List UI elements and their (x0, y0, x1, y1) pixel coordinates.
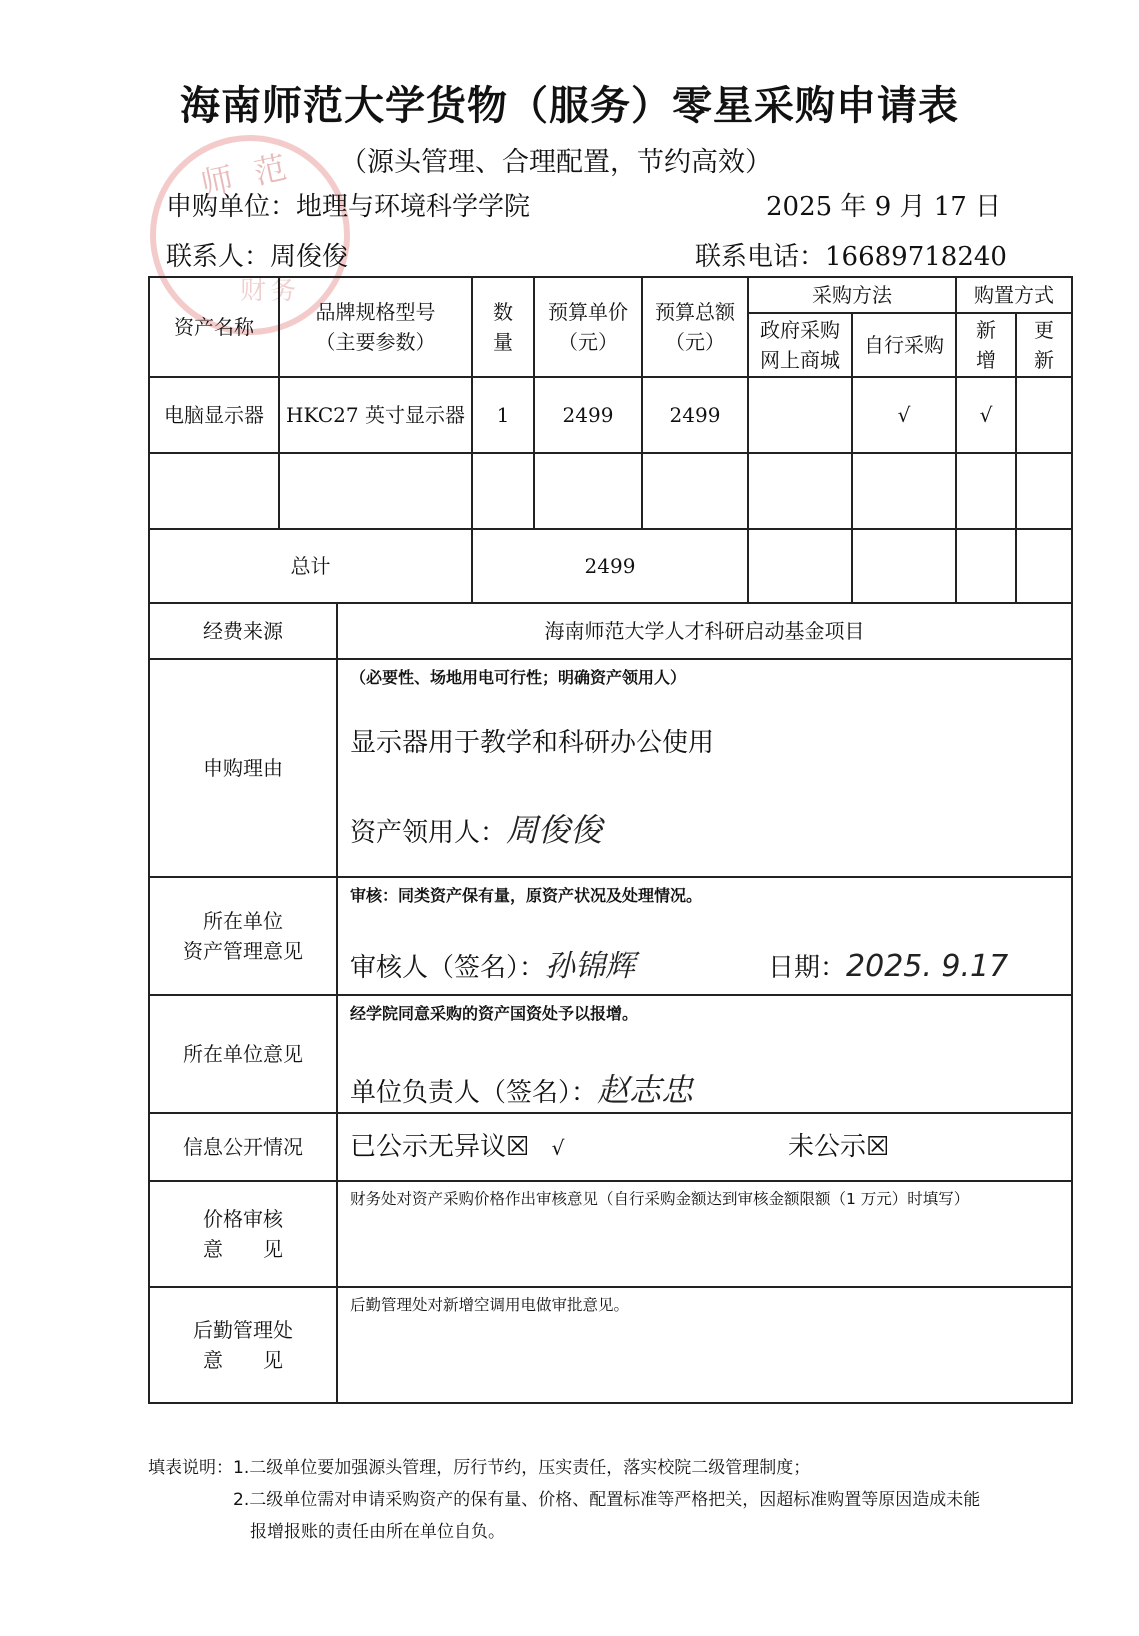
funding-value: 海南师范大学人才科研启动基金项目 (337, 603, 1072, 659)
logistics-label (149, 1287, 337, 1403)
cell-brand-model: HKC27 英寸显示器 (279, 377, 472, 453)
phone-line (695, 236, 1007, 273)
total-value: 2499 (472, 529, 748, 603)
purchase-table (148, 276, 1073, 1404)
recipient-label: 资产领用人： (350, 818, 507, 848)
head-label: 单位负责人（签名）： (350, 1078, 598, 1108)
reason-cell (337, 659, 1072, 877)
review-date-line (768, 944, 1008, 989)
stamp-text-bottom: 财务 (240, 276, 301, 306)
reviewer-label: 审核人（签名）： (350, 953, 546, 983)
price-review-label-2: 意 见 (203, 1237, 283, 1261)
disclosure-published (350, 1128, 564, 1167)
stamp-text-top: 师 范 (197, 146, 296, 204)
phone-value: 16689718240 (825, 242, 1007, 272)
col-method-gov-1: 政府采购 (760, 318, 840, 342)
reason-hint: （必要性、场地用电可行性；明确资产领用人） (350, 668, 687, 687)
col-brand-model (279, 277, 472, 377)
empty-cell (956, 529, 1016, 603)
empty-cell (956, 453, 1016, 529)
table-row (149, 377, 1072, 453)
col-brand-model-sub: （主要参数） (315, 330, 436, 354)
col-type-new-1: 新 (976, 318, 996, 342)
note-line-1: 填表说明：1.二级单位要加强源头管理，厉行节约，压实责任，落实校院二级管理制度； (148, 1458, 811, 1478)
empty-cell (852, 529, 956, 603)
col-method-self: 自行采购 (852, 313, 956, 377)
col-method: 采购方法 (748, 277, 956, 313)
col-brand-model-main: 品牌规格型号 (315, 300, 436, 324)
col-purchase-type: 购置方式 (956, 277, 1072, 313)
col-method-gov-2: 网上商城 (760, 348, 840, 372)
col-method-gov (748, 313, 852, 377)
total-row (149, 529, 1072, 603)
asset-mgmt-hint: 审核：同类资产保有量，原资产状况及处理情况。 (350, 886, 703, 905)
empty-cell (149, 453, 279, 529)
head-line (350, 1066, 693, 1114)
table-row-empty (149, 453, 1072, 529)
cell-unit-price: 2499 (534, 377, 642, 453)
recipient-line (350, 806, 602, 854)
cell-method-gov (748, 377, 852, 453)
col-unit-price (534, 277, 642, 377)
col-qty-2: 量 (493, 330, 513, 354)
price-review-cell (337, 1181, 1072, 1287)
col-qty-1: 数 (493, 300, 513, 324)
empty-cell (748, 453, 852, 529)
form-title: 海南师范大学货物（服务）零星采购申请表 (180, 83, 959, 129)
form-subtitle: （源头管理、合理配置，节约高效） (340, 147, 772, 178)
cell-asset-name: 电脑显示器 (149, 377, 279, 453)
total-label: 总计 (149, 529, 472, 603)
published-label: 已公示无异议☒ (350, 1132, 530, 1162)
empty-cell (642, 453, 748, 529)
asset-mgmt-label (149, 877, 337, 995)
cell-method-self: √ (852, 377, 956, 453)
asset-mgmt-label-2: 资产管理意见 (183, 939, 303, 963)
empty-cell (1016, 453, 1072, 529)
asset-mgmt-label-1: 所在单位 (203, 909, 283, 933)
col-unit-price-1: 预算单价 (548, 300, 628, 324)
col-total-price (642, 277, 748, 377)
apply-date: 2025 年 9 月 17 日 (766, 192, 1002, 222)
unit-label: 申购单位： (166, 192, 297, 222)
col-qty (472, 277, 534, 377)
empty-cell (852, 453, 956, 529)
unit-opinion-cell (337, 995, 1072, 1113)
recipient-signature: 周俊俊 (506, 811, 603, 849)
col-type-new (956, 313, 1016, 377)
disclosure-cell (337, 1113, 1072, 1181)
note-line-3: 报增报账的责任由所在单位自负。 (250, 1522, 505, 1542)
price-review-label (149, 1181, 337, 1287)
price-review-hint: 财务处对资产采购价格作出审核意见（自行采购金额达到审核金额限额（1 万元）时填写） (350, 1190, 970, 1208)
note-line-2: 2.二级单位需对申请采购资产的保有量、价格、配置标准等严格把关，因超标准购置等原因造成未能 (233, 1490, 981, 1510)
empty-cell (534, 453, 642, 529)
price-review-label-1: 价格审核 (203, 1207, 283, 1231)
logistics-label-2: 意 见 (203, 1348, 283, 1372)
empty-cell (472, 453, 534, 529)
contact-line (166, 236, 348, 273)
cell-type-update (1016, 377, 1072, 453)
reason-text: 显示器用于教学和科研办公使用 (350, 728, 715, 758)
contact-label: 联系人： (166, 242, 271, 272)
cell-total-price: 2499 (642, 377, 748, 453)
reviewer-signature: 孙锦辉 (545, 949, 636, 984)
head-signature: 赵志忠 (597, 1071, 694, 1109)
review-date-value: 2025. 9.17 (846, 949, 1009, 984)
cell-qty: 1 (472, 377, 534, 453)
phone-label: 联系电话： (695, 242, 826, 272)
unit-opinion-label: 所在单位意见 (149, 995, 337, 1113)
published-check: √ (551, 1136, 565, 1160)
form-notes (148, 1452, 980, 1548)
cell-type-new: √ (956, 377, 1016, 453)
logistics-hint: 后勤管理处对新增空调用电做审批意见。 (350, 1296, 630, 1314)
disclosure-label: 信息公开情况 (149, 1113, 337, 1181)
unit-line (166, 186, 530, 223)
disclosure-unpublished: 未公示☒ (788, 1132, 890, 1162)
col-total-price-1: 预算总额 (655, 300, 735, 324)
empty-cell (748, 529, 852, 603)
funding-label: 经费来源 (149, 603, 337, 659)
logistics-cell (337, 1287, 1072, 1403)
col-type-update-1: 更 (1034, 318, 1054, 342)
col-type-new-2: 增 (976, 348, 996, 372)
review-date-label: 日期： (768, 953, 847, 983)
empty-cell (279, 453, 472, 529)
asset-mgmt-cell (337, 877, 1072, 995)
col-type-update (1016, 313, 1072, 377)
empty-cell (1016, 529, 1072, 603)
logistics-label-1: 后勤管理处 (193, 1318, 293, 1342)
contact-value: 周俊俊 (270, 242, 349, 272)
unit-value: 地理与环境科学学院 (296, 192, 531, 222)
reason-label: 申购理由 (149, 659, 337, 877)
unit-opinion-hint: 经学院同意采购的资产国资处予以报增。 (350, 1004, 639, 1023)
col-unit-price-2: （元） (558, 330, 618, 354)
reviewer-line (350, 944, 635, 989)
col-type-update-2: 新 (1034, 348, 1054, 372)
col-total-price-2: （元） (665, 330, 725, 354)
col-asset-name: 资产名称 (149, 277, 279, 377)
